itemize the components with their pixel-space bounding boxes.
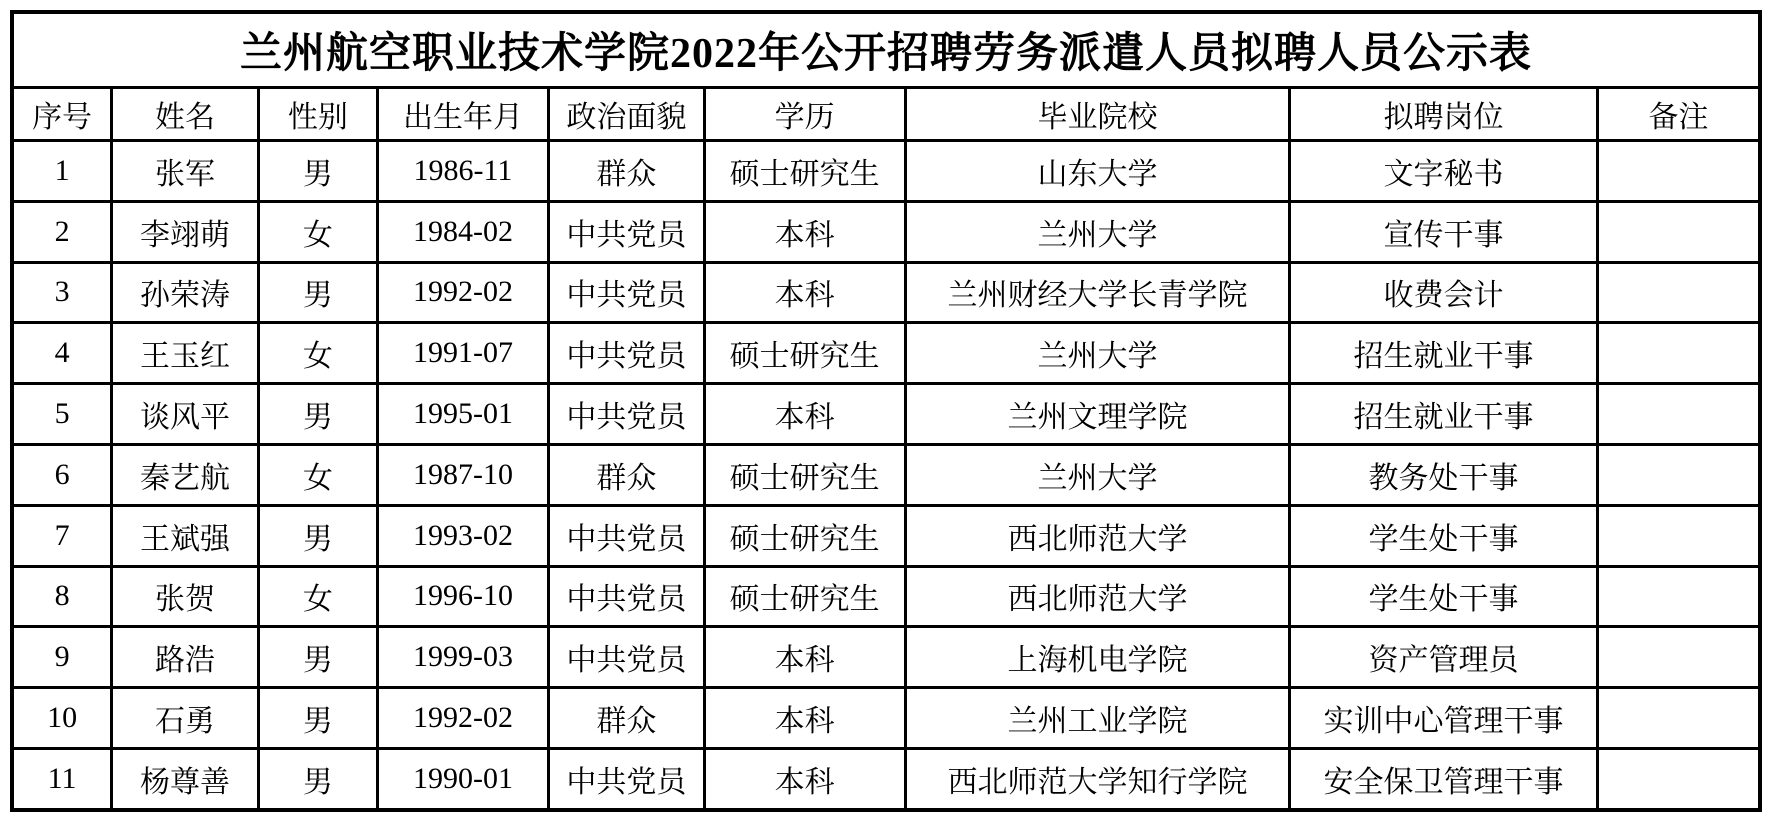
cell-gender: 男 bbox=[258, 384, 377, 445]
cell-political: 中共党员 bbox=[549, 748, 705, 810]
cell-school: 西北师范大学知行学院 bbox=[905, 748, 1290, 810]
cell-position: 安全保卫管理干事 bbox=[1290, 748, 1598, 810]
cell-school: 山东大学 bbox=[905, 141, 1290, 202]
cell-political: 中共党员 bbox=[549, 505, 705, 566]
cell-birth: 1992-02 bbox=[377, 688, 548, 749]
cell-name: 石勇 bbox=[112, 688, 259, 749]
table-row bbox=[12, 323, 1760, 384]
column-header-seq: 序号 bbox=[12, 88, 112, 141]
cell-education: 本科 bbox=[704, 627, 905, 688]
table-body bbox=[12, 141, 1760, 811]
cell-school: 兰州工业学院 bbox=[905, 688, 1290, 749]
cell-name: 路浩 bbox=[112, 627, 259, 688]
cell-education: 硕士研究生 bbox=[704, 444, 905, 505]
table-row bbox=[12, 748, 1760, 810]
cell-position: 教务处干事 bbox=[1290, 444, 1598, 505]
cell-birth: 1986-11 bbox=[377, 141, 548, 202]
title-row bbox=[12, 12, 1760, 88]
cell-political: 群众 bbox=[549, 688, 705, 749]
table-row bbox=[12, 505, 1760, 566]
cell-name: 秦艺航 bbox=[112, 444, 259, 505]
cell-school: 兰州大学 bbox=[905, 444, 1290, 505]
cell-gender: 男 bbox=[258, 688, 377, 749]
cell-remark bbox=[1597, 323, 1760, 384]
cell-birth: 1991-07 bbox=[377, 323, 548, 384]
cell-birth: 1999-03 bbox=[377, 627, 548, 688]
cell-position: 学生处干事 bbox=[1290, 566, 1598, 627]
column-header-education: 学历 bbox=[704, 88, 905, 141]
cell-name: 杨尊善 bbox=[112, 748, 259, 810]
cell-political: 中共党员 bbox=[549, 201, 705, 262]
cell-seq: 8 bbox=[12, 566, 112, 627]
cell-political: 中共党员 bbox=[549, 384, 705, 445]
cell-gender: 男 bbox=[258, 505, 377, 566]
cell-education: 硕士研究生 bbox=[704, 566, 905, 627]
cell-gender: 女 bbox=[258, 201, 377, 262]
cell-school: 兰州大学 bbox=[905, 201, 1290, 262]
table-row bbox=[12, 262, 1760, 323]
cell-education: 本科 bbox=[704, 384, 905, 445]
cell-political: 群众 bbox=[549, 444, 705, 505]
cell-gender: 女 bbox=[258, 323, 377, 384]
column-header-school: 毕业院校 bbox=[905, 88, 1290, 141]
table-row bbox=[12, 627, 1760, 688]
cell-education: 本科 bbox=[704, 688, 905, 749]
cell-education: 硕士研究生 bbox=[704, 141, 905, 202]
cell-name: 孙荣涛 bbox=[112, 262, 259, 323]
cell-education: 本科 bbox=[704, 262, 905, 323]
cell-seq: 9 bbox=[12, 627, 112, 688]
cell-school: 兰州文理学院 bbox=[905, 384, 1290, 445]
table-row bbox=[12, 141, 1760, 202]
cell-birth: 1987-10 bbox=[377, 444, 548, 505]
cell-position: 学生处干事 bbox=[1290, 505, 1598, 566]
table-row bbox=[12, 384, 1760, 445]
cell-political: 中共党员 bbox=[549, 566, 705, 627]
cell-seq: 3 bbox=[12, 262, 112, 323]
cell-name: 王玉红 bbox=[112, 323, 259, 384]
cell-seq: 1 bbox=[12, 141, 112, 202]
cell-seq: 6 bbox=[12, 444, 112, 505]
cell-gender: 女 bbox=[258, 566, 377, 627]
cell-remark bbox=[1597, 141, 1760, 202]
cell-position: 招生就业干事 bbox=[1290, 384, 1598, 445]
cell-position: 收费会计 bbox=[1290, 262, 1598, 323]
cell-name: 李翊萌 bbox=[112, 201, 259, 262]
cell-birth: 1990-01 bbox=[377, 748, 548, 810]
cell-gender: 男 bbox=[258, 262, 377, 323]
column-header-name: 姓名 bbox=[112, 88, 259, 141]
cell-remark bbox=[1597, 688, 1760, 749]
header-row bbox=[12, 88, 1760, 141]
cell-gender: 女 bbox=[258, 444, 377, 505]
cell-remark bbox=[1597, 444, 1760, 505]
cell-birth: 1996-10 bbox=[377, 566, 548, 627]
cell-school: 西北师范大学 bbox=[905, 505, 1290, 566]
table-row bbox=[12, 201, 1760, 262]
cell-remark bbox=[1597, 505, 1760, 566]
cell-name: 张贺 bbox=[112, 566, 259, 627]
cell-education: 硕士研究生 bbox=[704, 505, 905, 566]
roster-table bbox=[10, 10, 1762, 812]
cell-education: 硕士研究生 bbox=[704, 323, 905, 384]
cell-position: 招生就业干事 bbox=[1290, 323, 1598, 384]
cell-seq: 4 bbox=[12, 323, 112, 384]
column-header-gender: 性别 bbox=[258, 88, 377, 141]
cell-political: 群众 bbox=[549, 141, 705, 202]
cell-political: 中共党员 bbox=[549, 323, 705, 384]
cell-political: 中共党员 bbox=[549, 262, 705, 323]
cell-remark bbox=[1597, 566, 1760, 627]
cell-school: 西北师范大学 bbox=[905, 566, 1290, 627]
cell-birth: 1984-02 bbox=[377, 201, 548, 262]
cell-position: 实训中心管理干事 bbox=[1290, 688, 1598, 749]
table-row bbox=[12, 566, 1760, 627]
cell-birth: 1995-01 bbox=[377, 384, 548, 445]
cell-education: 本科 bbox=[704, 748, 905, 810]
cell-remark bbox=[1597, 748, 1760, 810]
cell-position: 宣传干事 bbox=[1290, 201, 1598, 262]
column-header-remark: 备注 bbox=[1597, 88, 1760, 141]
cell-seq: 5 bbox=[12, 384, 112, 445]
cell-school: 兰州财经大学长青学院 bbox=[905, 262, 1290, 323]
cell-seq: 7 bbox=[12, 505, 112, 566]
cell-remark bbox=[1597, 262, 1760, 323]
cell-remark bbox=[1597, 201, 1760, 262]
cell-education: 本科 bbox=[704, 201, 905, 262]
column-header-political: 政治面貌 bbox=[549, 88, 705, 141]
cell-remark bbox=[1597, 384, 1760, 445]
cell-remark bbox=[1597, 627, 1760, 688]
cell-seq: 10 bbox=[12, 688, 112, 749]
cell-birth: 1992-02 bbox=[377, 262, 548, 323]
cell-birth: 1993-02 bbox=[377, 505, 548, 566]
cell-position: 资产管理员 bbox=[1290, 627, 1598, 688]
cell-school: 上海机电学院 bbox=[905, 627, 1290, 688]
column-header-birth: 出生年月 bbox=[377, 88, 548, 141]
cell-school: 兰州大学 bbox=[905, 323, 1290, 384]
cell-name: 谈风平 bbox=[112, 384, 259, 445]
cell-gender: 男 bbox=[258, 141, 377, 202]
column-header-position: 拟聘岗位 bbox=[1290, 88, 1598, 141]
table-row bbox=[12, 444, 1760, 505]
cell-name: 张军 bbox=[112, 141, 259, 202]
cell-gender: 男 bbox=[258, 748, 377, 810]
cell-political: 中共党员 bbox=[549, 627, 705, 688]
cell-gender: 男 bbox=[258, 627, 377, 688]
cell-name: 王斌强 bbox=[112, 505, 259, 566]
cell-position: 文字秘书 bbox=[1290, 141, 1598, 202]
table-row bbox=[12, 688, 1760, 749]
table-title: 兰州航空职业技术学院2022年公开招聘劳务派遣人员拟聘人员公示表 bbox=[12, 12, 1760, 88]
cell-seq: 2 bbox=[12, 201, 112, 262]
cell-seq: 11 bbox=[12, 748, 112, 810]
